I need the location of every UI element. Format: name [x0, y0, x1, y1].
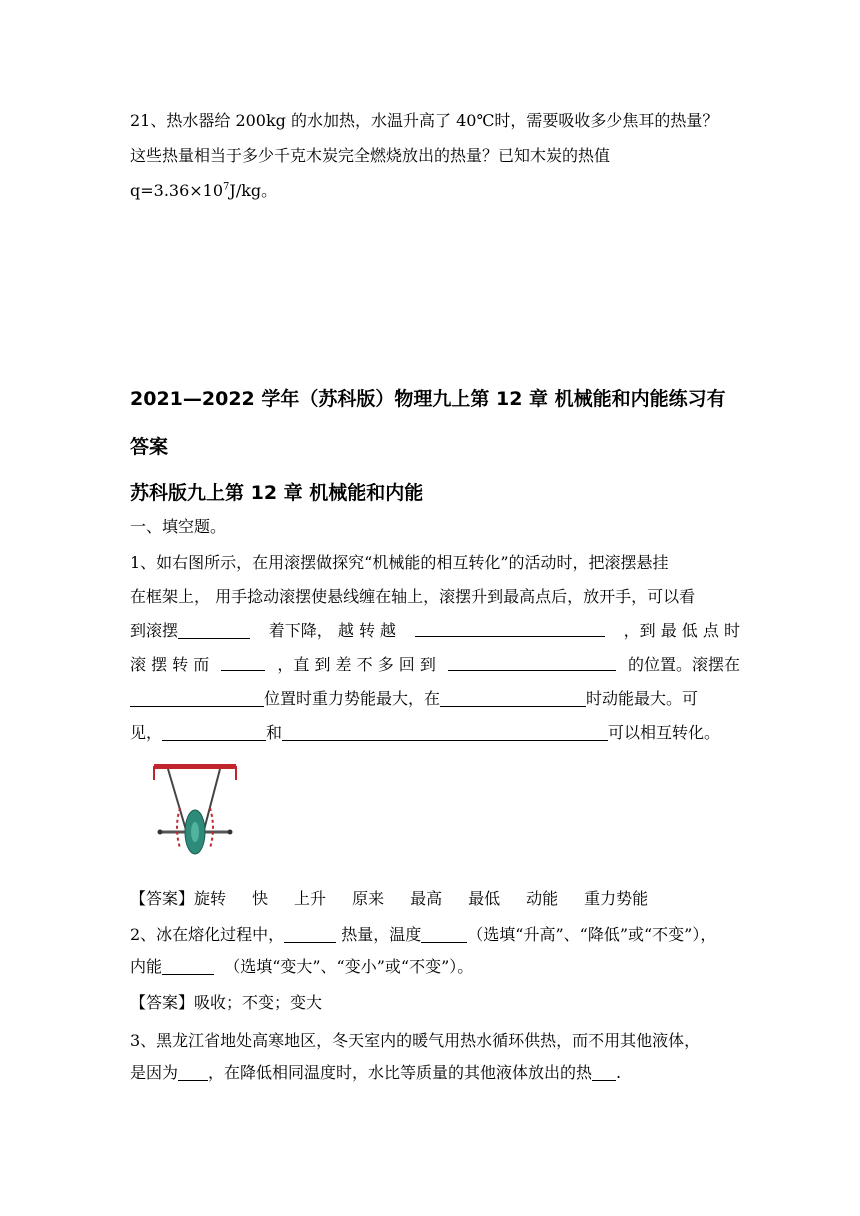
answer-item: 上升	[294, 889, 327, 908]
q1-text: 位置时重力势能最大，在	[264, 689, 441, 708]
q21-formula-base: q=3.36×10	[130, 181, 224, 200]
answer-blank[interactable]	[162, 958, 214, 975]
answer-blank[interactable]	[448, 654, 616, 671]
q21-line-1: 21、热水器给 200kg 的水加热，水温升高了 40℃时，需要吸收多少焦耳的热量？	[130, 111, 719, 130]
q1-line-4	[130, 654, 740, 676]
q21-line-3	[130, 180, 740, 202]
q2-text: 内能	[130, 957, 163, 976]
q1-line-2: 在框架上， 用手捻动滚摆使悬线缠在轴上，滚摆升到最高点后，放开手，可以看	[130, 587, 696, 606]
q1-text: ，到 最 低 点 时	[623, 621, 740, 640]
doc-subtitle: 苏科版九上第 12 章 机械能和内能	[130, 482, 424, 504]
q1-line-5	[130, 688, 740, 710]
answer-blank[interactable]	[415, 620, 605, 637]
answer-item: 重力势能	[584, 889, 649, 908]
q3-text: .	[616, 1063, 622, 1082]
q2-text: 2、冰在熔化过程中，	[130, 925, 285, 944]
q1-text: 和	[266, 723, 283, 742]
q1-text: 滚 摆 转 而	[130, 655, 210, 674]
q3-line-1: 3、黑龙江省地处高寒地区，冬天室内的暖气用热水循环供热，而不用其他液体，	[130, 1031, 701, 1050]
answer-item: 旋转	[194, 889, 227, 908]
answer-blank[interactable]	[440, 690, 586, 707]
q1-text: 见，	[130, 723, 163, 742]
answer-item: 最高	[410, 889, 443, 908]
q21-line-2: 这些热量相当于多少千克木炭完全燃烧放出的热量？已知木炭的热值	[130, 146, 611, 165]
q1-text: 时动能最大。可	[586, 689, 699, 708]
answer-blank[interactable]	[421, 926, 467, 943]
q2-text: （选填“升高”、“降低”或“不变”），	[467, 925, 717, 944]
q2-text: 热量，温度	[336, 925, 422, 944]
answer-blank[interactable]	[221, 654, 265, 671]
q2-line-1	[130, 924, 740, 946]
q1-text: 可以相互转化。	[608, 723, 721, 742]
section-heading: 一、填空题。	[130, 517, 227, 536]
answer-blank[interactable]	[130, 690, 264, 707]
answer-item: 快	[252, 889, 269, 908]
answer-blank[interactable]	[592, 1064, 616, 1081]
q2-line-2	[130, 956, 740, 978]
answer-blank[interactable]	[178, 622, 250, 639]
answer-item: 最低	[468, 889, 501, 908]
answer-item: 动能	[526, 889, 559, 908]
q1-line-3	[130, 620, 740, 642]
q2-text: （选填“变大”、“变小”或“不变”）。	[224, 957, 474, 976]
doc-title-line-2: 答案	[130, 436, 169, 458]
q1-text: 到滚摆	[130, 621, 179, 640]
q1-line-6	[130, 722, 740, 744]
q3-line-2	[130, 1062, 740, 1084]
answer-label: 【答案】	[130, 889, 195, 908]
q1-text: 着下降， 越 转 越	[268, 621, 397, 640]
doc-title-line-1: 2021—2022 学年（苏科版）物理九上第 12 章 机械能和内能练习有	[130, 388, 726, 410]
frame-top-bar	[154, 764, 236, 769]
q1-line-1: 1、如右图所示，在用滚摆做探究“机械能的相互转化”的活动时，把滚摆悬挂	[130, 553, 669, 572]
q21-formula-exponent: 7	[223, 181, 230, 193]
q1-text: ，直 到 差 不 多 回 到	[277, 655, 436, 674]
maxwell-pendulum-figure	[150, 758, 240, 868]
answer-blank[interactable]	[284, 926, 336, 943]
q3-text: ，在降低相同温度时，水比等质量的其他液体放出的热	[208, 1063, 593, 1082]
q3-text: 是因为	[130, 1063, 179, 1082]
q2-answer: 【答案】吸收；不变；变大	[130, 993, 323, 1012]
q1-answer	[130, 888, 740, 910]
q21-formula-unit: J/kg。	[229, 181, 278, 200]
answer-item: 原来	[352, 889, 385, 908]
answer-blank[interactable]	[282, 724, 608, 741]
q1-text: 的位置。滚摆在	[627, 655, 740, 674]
answer-blank[interactable]	[162, 724, 266, 741]
answer-blank[interactable]	[178, 1064, 208, 1081]
